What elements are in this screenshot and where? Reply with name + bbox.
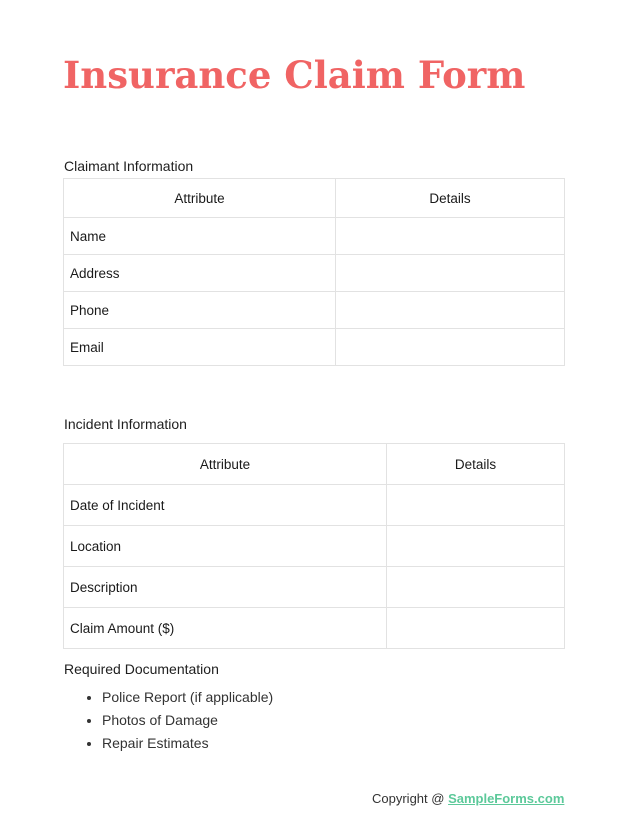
copyright-text: Copyright @ — [372, 791, 449, 806]
column-header-attribute: Attribute — [64, 179, 336, 218]
claimant-table — [63, 178, 565, 366]
table-header-row — [64, 179, 565, 218]
sampleforms-link[interactable]: SampleForms.com — [448, 791, 565, 806]
table-header-row — [64, 444, 565, 485]
email-details-cell[interactable] — [336, 329, 565, 366]
list-item: • Photos of Damage — [102, 709, 273, 732]
list-item: • Police Report (if applicable) — [102, 686, 273, 709]
phone-details-cell[interactable] — [336, 292, 565, 329]
column-header-details: Details — [387, 444, 565, 485]
table-row — [64, 292, 565, 329]
column-header-attribute: Attribute — [64, 444, 387, 485]
column-header-details: Details — [336, 179, 565, 218]
row-label-name: Name — [64, 218, 336, 255]
row-label-date-of-incident: Date of Incident — [64, 485, 387, 526]
row-label-phone: Phone — [64, 292, 336, 329]
table-row — [64, 255, 565, 292]
documentation-list — [64, 686, 273, 755]
table-row — [64, 329, 565, 366]
table-row — [64, 485, 565, 526]
table-row — [64, 567, 565, 608]
list-item: • Repair Estimates — [102, 732, 273, 755]
incident-table — [63, 443, 565, 649]
claimant-section-heading: Claimant Information — [64, 158, 194, 174]
description-details-cell[interactable] — [387, 567, 565, 608]
row-label-location: Location — [64, 526, 387, 567]
documentation-section-heading: Required Documentation — [64, 661, 219, 677]
copyright-footer — [372, 791, 564, 806]
incident-section-heading: Incident Information — [64, 416, 187, 432]
row-label-claim-amount: Claim Amount ($) — [64, 608, 387, 649]
location-details-cell[interactable] — [387, 526, 565, 567]
claim-amount-details-cell[interactable] — [387, 608, 565, 649]
table-row — [64, 218, 565, 255]
table-row — [64, 526, 565, 567]
page-title: Insurance Claim Form — [63, 53, 526, 97]
row-label-email: Email — [64, 329, 336, 366]
date-details-cell[interactable] — [387, 485, 565, 526]
address-details-cell[interactable] — [336, 255, 565, 292]
name-details-cell[interactable] — [336, 218, 565, 255]
table-row — [64, 608, 565, 649]
row-label-description: Description — [64, 567, 387, 608]
row-label-address: Address — [64, 255, 336, 292]
